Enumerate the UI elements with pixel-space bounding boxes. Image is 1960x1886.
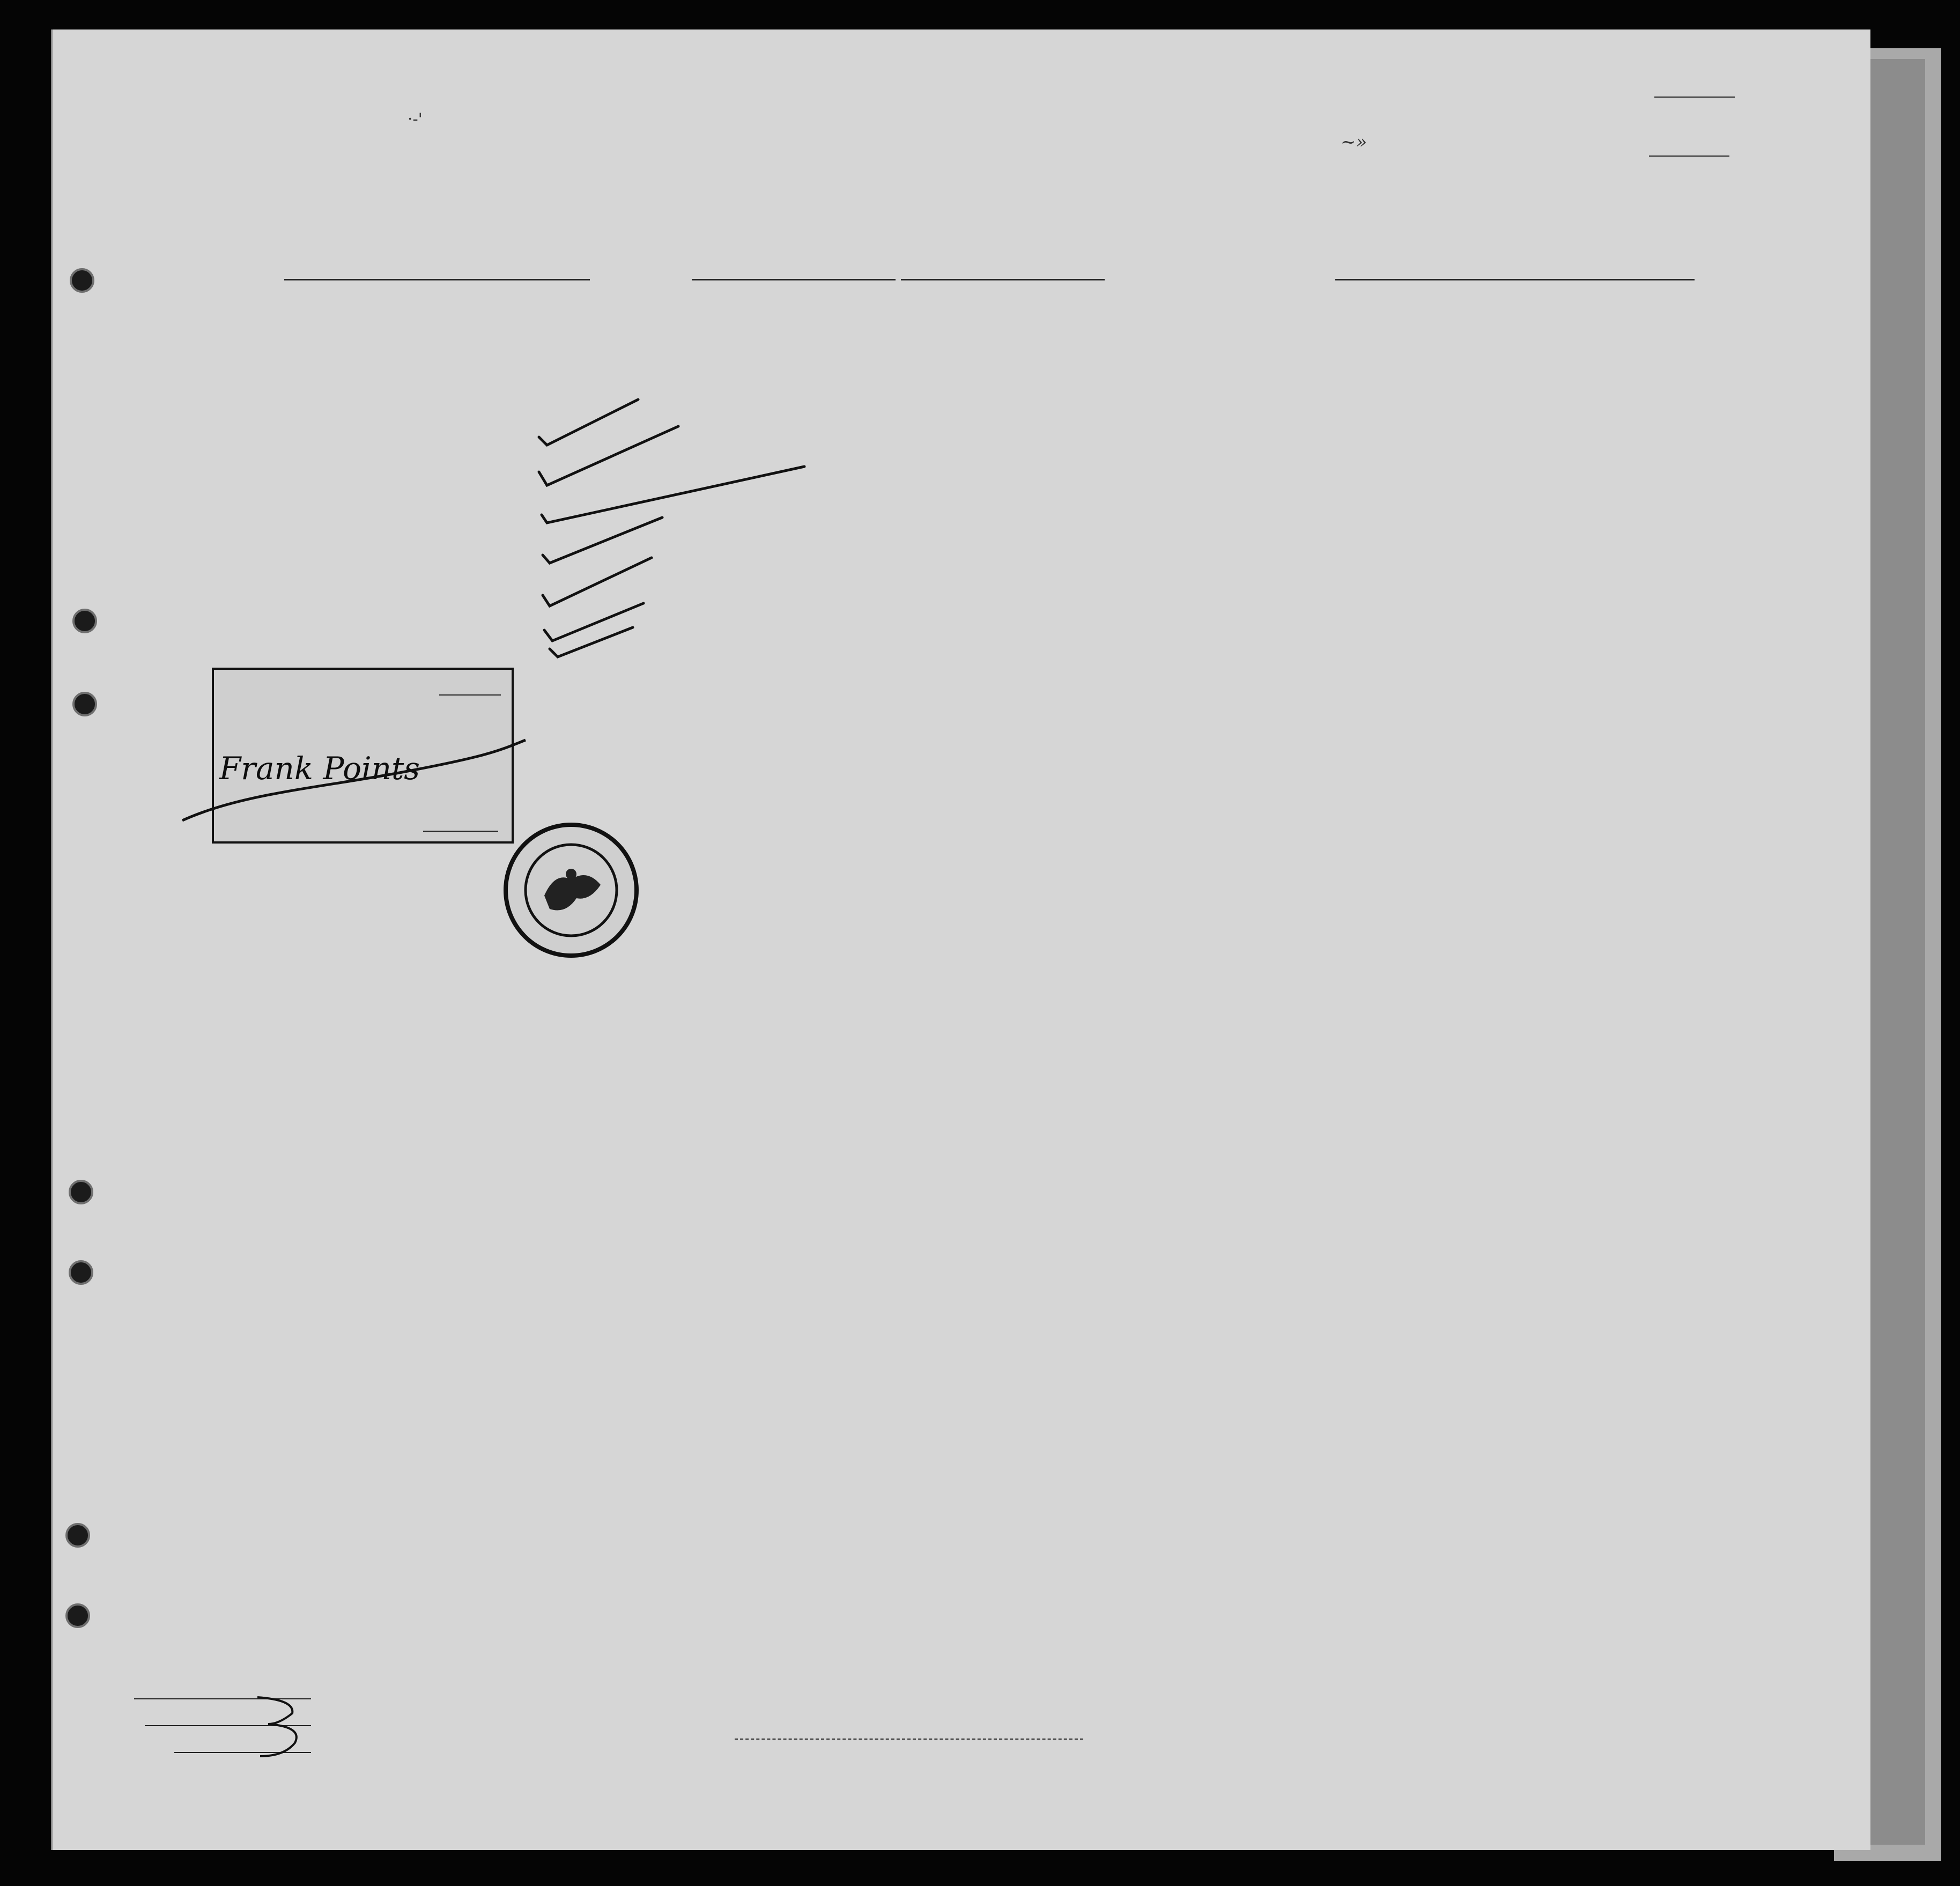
consul-signature: Frank Points	[219, 750, 420, 787]
checkmark-icon	[543, 558, 652, 606]
checkmark-icon	[544, 603, 644, 641]
signature-flourish	[177, 729, 531, 831]
header-scribble-2: ·-'	[408, 110, 423, 129]
checkmark-icon	[543, 517, 662, 563]
header-scribble: ~»	[1341, 131, 1367, 153]
checkmark-icon	[550, 627, 633, 657]
consular-seal-icon	[501, 820, 641, 960]
checkmark-icon	[539, 426, 678, 485]
footer-scribble	[252, 1692, 316, 1762]
checkmark-icon	[539, 400, 638, 445]
checkmark-icon	[542, 467, 804, 523]
